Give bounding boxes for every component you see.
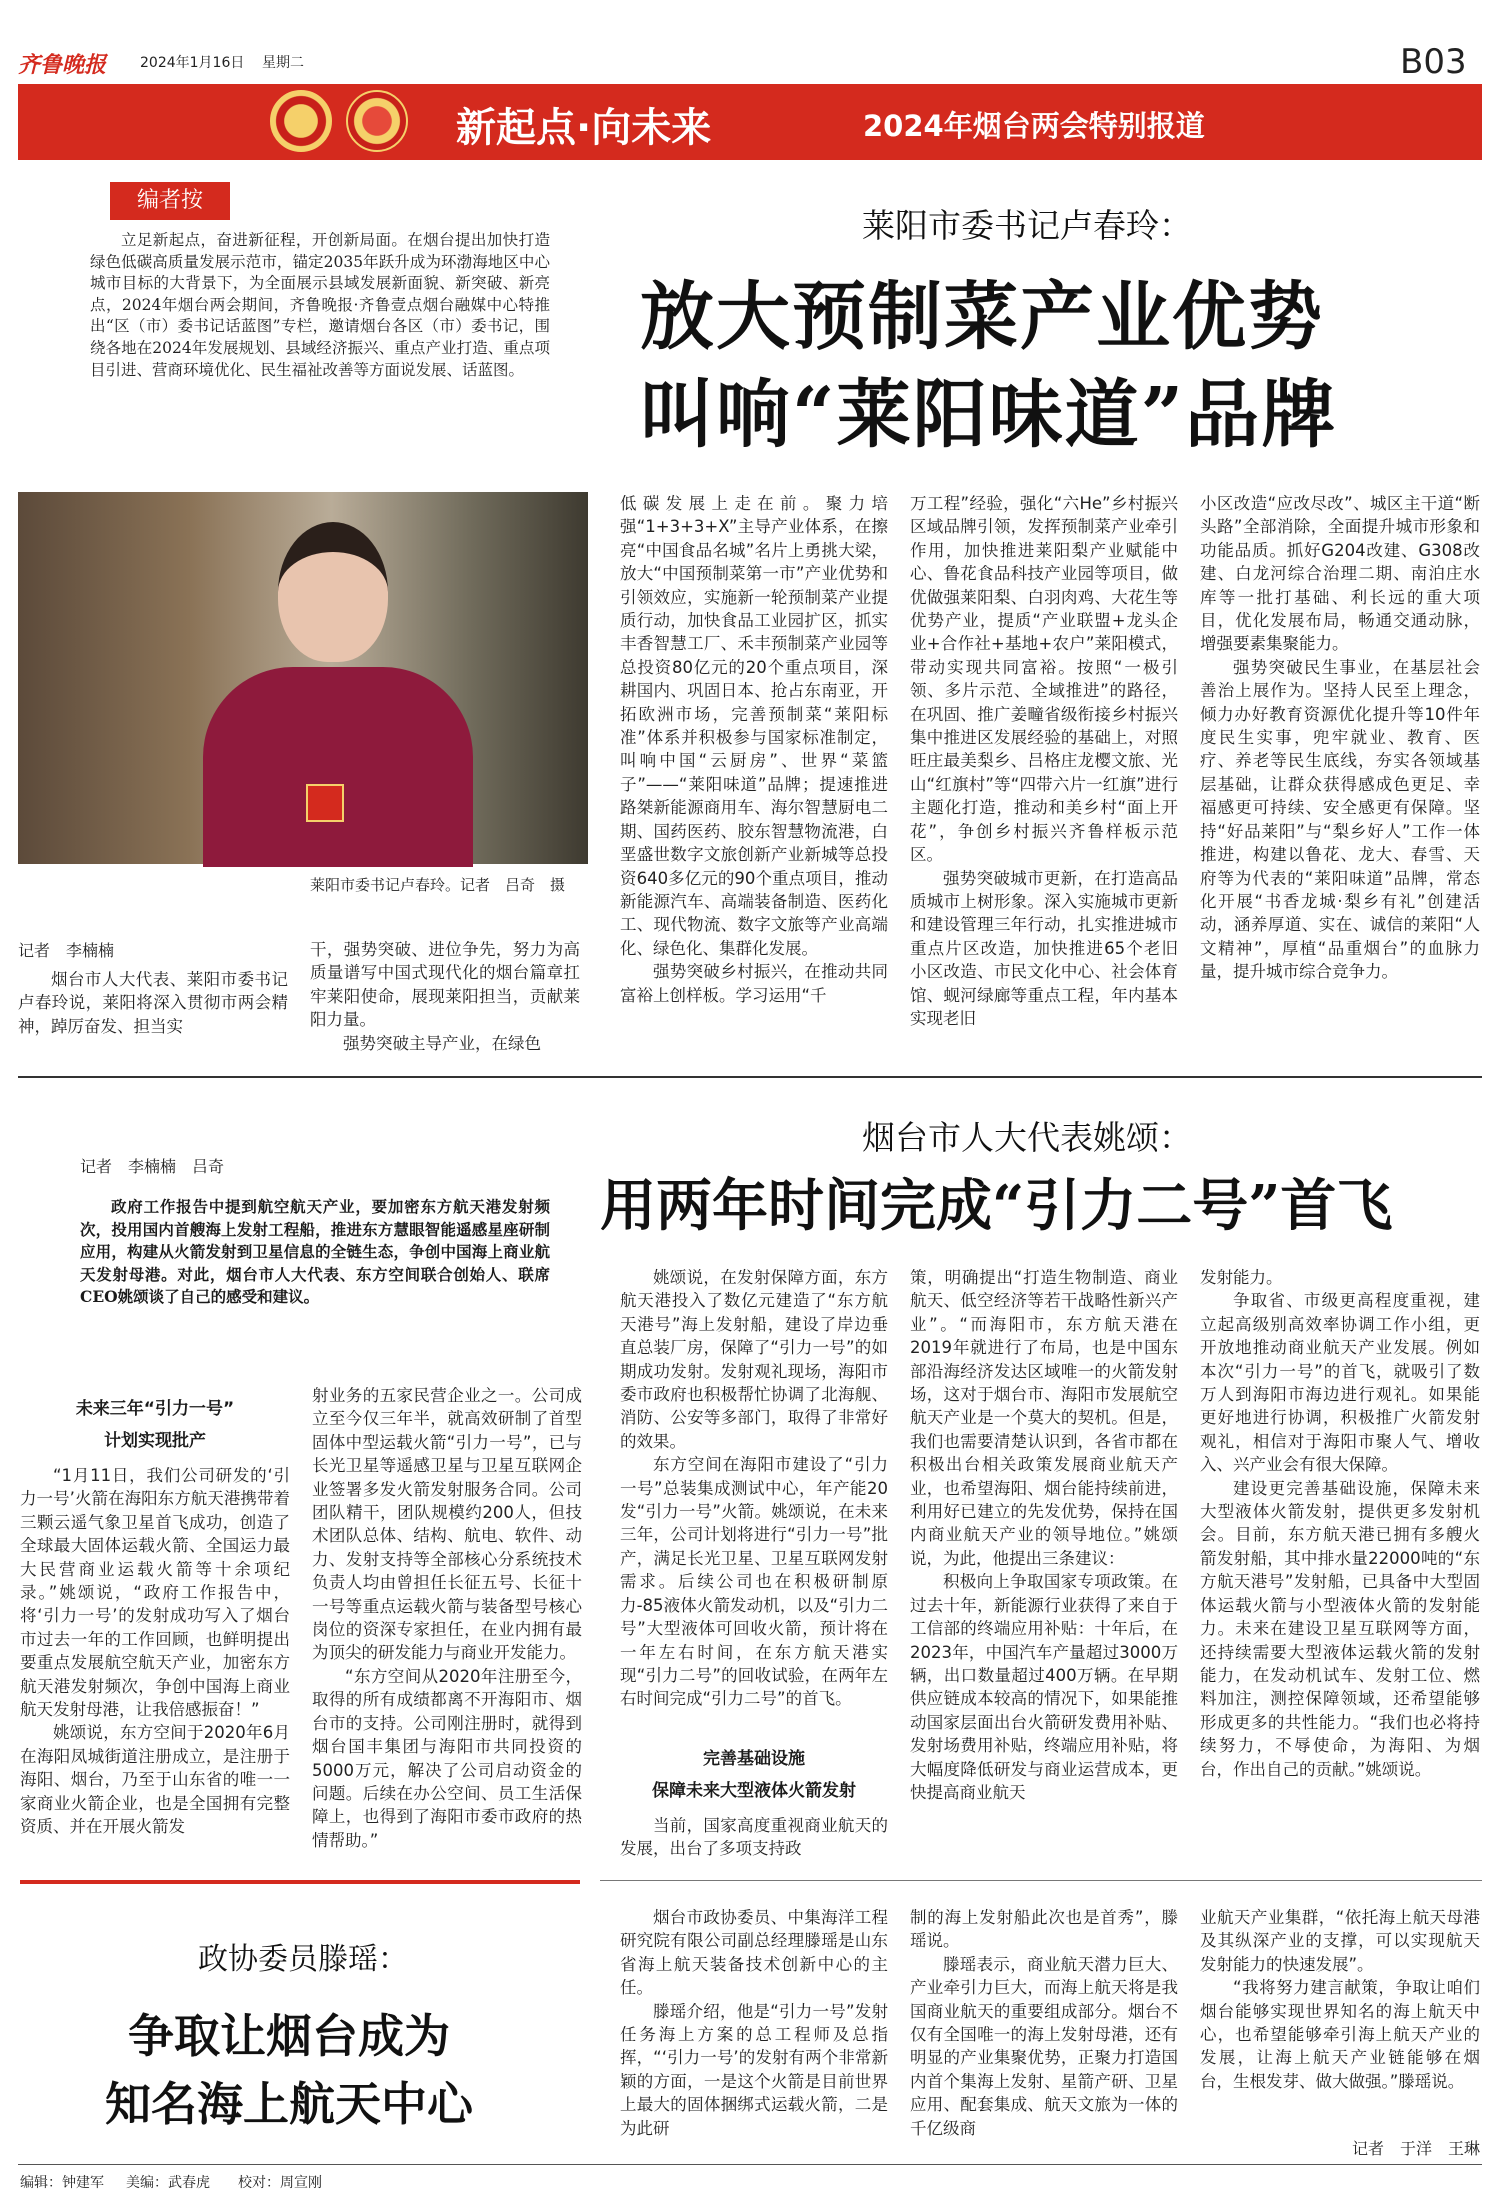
issue-weekday: 星期二 xyxy=(262,55,304,71)
paragraph: 干，强势突破、进位争先，努力为高质量谱写中国式现代化的烟台篇章扛牢莱阳使命，展现莱阳担当，贡献莱阳力量。 xyxy=(310,940,580,1030)
article1-headline-line1: 放大预制菜产业优势 xyxy=(640,274,1324,360)
page-number: B03 xyxy=(1400,42,1467,82)
article2-subhead1-line2: 计划实现批产 xyxy=(104,1431,206,1451)
paragraph: 小区改造“应改尽改”、城区主干道“断头路”全部消除，全面提升城市形象和功能品质。抓好G204改建、G308改建、白龙河综合治理二期、南泊庄水库等一批打基础、利长远的重大项目，优化发展布局，畅通交通动脉，增强要素集聚能力。 xyxy=(1200,494,1480,654)
footer-proof: 校对：周宣刚 xyxy=(238,2175,322,2191)
paragraph: “1月11日，我们公司研发的‘引力一号’火箭在海阳东方航天港携带着三颗云遥气象卫星首飞成功，创造了全球最大固体运载火箭、全国运力最大民营商业运载火箭等十余项纪录。”姚颂说，“政府工作报告中，将‘引力一号’的发射成功写入了烟台市过去一年的工作回顾，也鲜明提出要重点发展航空航天产业，加密东方航天港发射频次，争创中国海上商业航天发射母港，让我倍感振奋！” xyxy=(20,1466,290,1720)
article1-byline: 记者 李楠楠 xyxy=(18,941,115,960)
paragraph: 发射能力。 xyxy=(1200,1268,1283,1287)
article1-kicker: 莱阳市委书记卢春玲： xyxy=(862,206,1192,245)
article1-col5 xyxy=(1200,492,1480,1058)
article3-col1 xyxy=(620,1906,888,2156)
paragraph: 制的海上发射船此次也是首秀”，滕瑶说。 xyxy=(910,1908,1178,1951)
banner-subtitle: 2024年烟台两会特别报道 xyxy=(863,109,1205,143)
article2-subhead2-line2: 保障未来大型液体火箭发射 xyxy=(652,1781,856,1801)
paragraph: “我将努力建言献策，争取让咱们烟台能够实现世界知名的海上航天中心，也希望能够牵引海上航天产业的发展，让海上航天产业链能够在烟台，生根发芽、做大做强。”滕瑶说。 xyxy=(1200,1978,1480,2091)
paragraph: 姚颂说，在发射保障方面，东方航天港投入了数亿元建造了“东方航天港号”海上发射船，建设了岸边垂直总装厂房，保障了“引力一号”的如期成功发射。发射观礼现场，海阳市委市政府也积极帮忙协调了北海舰、消防、公安等多部门，取得了非常好的效果。 xyxy=(620,1268,888,1451)
article2-subhead2-line1: 完善基础设施 xyxy=(703,1749,805,1769)
paragraph: 万工程”经验，强化“六He”乡村振兴区域品牌引领，发挥预制菜产业牵引作用，加快推进莱阳梨产业赋能中心、鲁花食品科技产业园等项目，做优做强莱阳梨、白羽肉鸡、大花生等优势产业，提质“产业联盟+龙头企业+合作社+基地+农户”莱阳模式，带动实现共同富裕。按照“一极引领、多片示范、全域推进”的路径，在巩固、推广姜疃省级衔接乡村振兴集中推进区发展经验的基础上，对照旺庄最美梨乡、吕格庄龙樱文旅、光山“红旗村”等“四带六片一红旗”进行主题化打造，推动和美乡村“面上开花”，争创乡村振兴齐鲁样板示范区。 xyxy=(910,494,1178,865)
cppcc-emblem-icon xyxy=(346,90,408,152)
section-divider xyxy=(18,1076,1482,1078)
article1-col4 xyxy=(910,492,1178,1058)
paragraph: 建设更完善基础设施，保障未来大型液体火箭发射，提供更多发射机会。目前，东方航天港已拥有多艘火箭发射船，其中排水量22000吨的“东方航天港号”发射船，已具备中大型固体运载火箭与小型液体火箭的发射能力。未来在建设卫星互联网等方面，还持续需要大型液体运载火箭的发射能力，在发动机试车、发射工位、燃料加注，测控保障领域，还希望能够形成更多的共性能力。“我们也必将持续努力，不辱使命，为海阳、为烟台，作出自己的贡献。”姚颂说。 xyxy=(1200,1478,1480,1779)
article2-col3 xyxy=(620,1266,888,1728)
paragraph: 烟台市人大代表、莱阳市委书记卢春玲说，莱阳将深入贯彻市两会精神，踔厉奋发、担当实 xyxy=(18,970,288,1036)
article2-kicker: 烟台市人大代表姚颂： xyxy=(862,1118,1192,1157)
paper-logo: 齐鲁晚报 xyxy=(18,52,107,78)
paragraph: 射业务的五家民营企业之一。公司成立至今仅三年半，就高效研制了首型固体中型运载火箭“引力一号”，已与长光卫星等遥感卫星与卫星互联网企业签署多发火箭发射服务合同。公司团队精干，团队规模约200人，但技术团队总体、结构、航电、软件、动力、发射支持等全部核心分系统技术负责人均由曾担任长征五号、长征十一号等重点运载火箭与装备型号核心岗位的资深专家担任，在业内拥有最为顶尖的研发能力与商业开发能力。 xyxy=(312,1386,582,1663)
article2-col3b xyxy=(620,1814,888,1866)
article2-headline: 用两年时间完成“引力二号”首飞 xyxy=(600,1173,1393,1239)
paragraph: 姚颂说，东方空间于2020年6月在海阳凤城街道注册成立，是注册于海阳、烟台，乃至于山东省的唯一一家商业火箭企业，也是全国拥有完整资质、并在开展火箭发 xyxy=(20,1723,290,1837)
article3-headline-line2: 知名海上航天中心 xyxy=(105,2077,473,2131)
article2-lead: 政府工作报告中提到航空航天产业，要加密东方航天港发射频次，投用国内首艘海上发射工程船，推进东方慧眼智能遥感星座研制应用，构建从火箭发射到卫星信息的全链生态，争创中国海上商业航天发射母港。对此，烟台市人大代表、东方空间联合创始人、联席CEO姚颂谈了自己的感受和建议。 xyxy=(80,1197,550,1307)
editor-note-tag: 编者按 xyxy=(110,182,230,220)
article2-subhead1-line1: 未来三年“引力一号” xyxy=(75,1399,235,1419)
paragraph: 强势突破民生事业，在基层社会善治上展作为。坚持人民至上理念，倾力办好教育资源优化提升等10件年度民生实事，兜牢就业、教育、医疗、养老等民生底线，夯实各领域基层基础，让群众获得感成色更足、幸福感更可持续、安全感更有保障。坚持“好品莱阳”与“梨乡好人”工作一体推进，构建以鲁花、龙大、春雪、天府等为代表的“莱阳味道”品牌，常态化开展“书香龙城·梨乡有礼”创建活动，涵养厚道、实在、诚信的莱阳“人文精神”，厚植“品重烟台”的血脉力量，提升城市综合竞争力。 xyxy=(1200,657,1480,982)
paragraph: 东方空间在海阳市建设了“引力一号”总装集成测试中心，年产能20发“引力一号”火箭。姚颂说，在未来三年，公司计划将进行“引力一号”批产，满足长光卫星、卫星互联网发射需求。后续公司也在积极研制原力-85液体火箭发动机，以及“引力二号”大型液体可回收火箭，预计将在一年左右时间，在东方航天港实现“引力二号”的回收试验，在两年左右时间完成“引力二号”的首飞。 xyxy=(620,1455,888,1709)
article3-col3 xyxy=(1200,1906,1480,2110)
article1-col3 xyxy=(620,492,888,1058)
delegate-badge-icon xyxy=(306,784,344,822)
paragraph: 强势突破乡村振兴，在推动共同富裕上创样板。学习运用“千 xyxy=(620,962,888,1005)
banner-title: 新起点·向未来 xyxy=(456,105,712,151)
paragraph: 低碳发展上走在前。聚力培强“1+3+3+X”主导产业体系，在擦亮“中国食品名城”名片上勇挑大梁，放大“中国预制菜第一市”产业优势和引领效应，实施新一轮预制菜产业提质行动，加快食品工业园扩区，抓实丰香智慧工厂、禾丰预制菜产业园等总投资80亿元的20个重点项目，深耕国内、巩固日本、抢占东南亚，开拓欧洲市场，完善预制菜“莱阳标准”体系并积极参与国家标准制定，叫响中国“云厨房”、世界“菜篮子”——“莱阳味道”品牌；提速推进路桀新能源商用车、海尔智慧厨电二期、国药医药、胶东智慧物流港，白垩盛世数字文旅创新产业新城等总投资640多亿元的90个重点项目，推动新能源汽车、高端装备制造、医药化工、现代物流、数字文旅等产业高端化、绿色化、集群化发展。 xyxy=(620,494,888,958)
portrait-photo xyxy=(18,492,588,864)
article3-byline: 记者 于洋 王琳 xyxy=(1351,2139,1480,2158)
paragraph: 业航天产业集群，“依托海上航天母港及其纵深产业的支撑，可以实现航天发射能力的快速发展”。 xyxy=(1200,1908,1480,1974)
masthead xyxy=(0,0,1500,80)
editor-note-text: 立足新起点，奋进新征程，开创新局面。在烟台提出加快打造绿色低碳高质量发展示范市，锚定2035年跃升成为环渤海地区中心城市目标的大背景下，为全面展示县域发展新面貌、新突破、新亮点，2024年烟台两会期间，齐鲁晚报·齐鲁壹点烟台融媒中心特推出“区（市）委书记话蓝图”专栏，邀请烟台各区（市）委书记，围绕各地在2024年发展规划、县域经济振兴、重点产业打造、重点项目引进、营商环境优化、民生福祉改善等方面说发展、话蓝图。 xyxy=(90,231,550,379)
paragraph: 强势突破城市更新，在打造高品质城市上树形象。深入实施城市更新和建设管理三年行动，扎实推进城市重点片区改造，加快推进65个老旧小区改造、市民文化中心、社会体育馆、蚬河绿廊等重点工程，年内基本实现老旧 xyxy=(910,868,1178,1028)
article2-col4 xyxy=(910,1266,1178,1870)
article1-col2 xyxy=(310,938,580,1058)
paragraph: 烟台市政协委员、中集海洋工程研究院有限公司副总经理滕瑶是山东省海上航天装备技术创新中心的主任。 xyxy=(620,1908,888,1998)
footer-rule xyxy=(18,2164,1482,2165)
article3-kicker: 政协委员滕瑶： xyxy=(198,1942,408,1977)
article1-col1 xyxy=(18,968,288,1058)
article2-col2 xyxy=(312,1384,582,1850)
issue-date: 2024年1月16日 xyxy=(140,55,245,71)
article2-col5 xyxy=(1200,1266,1480,1870)
paragraph: 策，明确提出“打造生物制造、商业航天、低空经济等若干战略性新兴产业”。“而海阳市，东方航天港在2019年就进行了布局，也是中国东部沿海经济发达区域唯一的火箭发射场，这对于烟台市、海阳市发展航空航天产业是一个莫大的契机。但是，我们也需要清楚认识到，各省市都在积极出台相关政策发展商业航天产业，也希望海阳、烟台能持续前进，利用好已建立的先发优势，保持在国内商业航天产业的领导地位。”姚颂说，为此，他提出三条建议： xyxy=(910,1268,1178,1568)
article2-col1 xyxy=(20,1464,290,1837)
footer-art: 美编：武春虎 xyxy=(126,2175,210,2191)
paragraph: “东方空间从2020年注册至今，取得的所有成绩都离不开海阳市、烟台市的支持。公司刚注册时，就得到烟台国丰集团与海阳市共同投资的5000万元，解决了公司启动资金的问题。后续在办公空间、员工生活保障上，也得到了海阳市委市政府的热情帮助。” xyxy=(312,1666,582,1850)
paragraph: 滕瑶表示，商业航天潜力巨大、产业牵引力巨大，而海上航天将是我国商业航天的重要组成部分。烟台不仅有全国唯一的海上发射母港，还有明显的产业集聚优势，正聚力打造国内首个集海上发射、星箭产研、卫星应用、配套集成、航天文旅为一体的千亿级商 xyxy=(910,1954,1178,2138)
paragraph: 当前，国家高度重视商业航天的发展，出台了多项支持政 xyxy=(620,1816,888,1859)
portrait-body xyxy=(203,667,473,867)
article2-byline: 记者 李楠楠 吕奇 xyxy=(80,1157,225,1176)
national-emblem-icon xyxy=(270,90,332,152)
article3-headline-line1: 争取让烟台成为 xyxy=(128,2009,450,2063)
paragraph: 争取省、市级更高程度重视，建立起高级别高效率协调工作小组，更开放地推动商业航天产业发展。例如本次“引力一号”的首飞，就吸引了数万人到海阳市海边进行观礼。如果能更好地进行协调，积极推广火箭发射观礼，相信对于海阳市聚人气、增收入、兴产业会有很大保障。 xyxy=(1200,1291,1480,1475)
footer-editor: 编辑：钟建军 xyxy=(20,2175,104,2191)
special-report-banner xyxy=(18,84,1482,160)
section-divider-lower xyxy=(600,1880,1482,1881)
article1-headline-line2: 叫响“莱阳味道”品牌 xyxy=(640,372,1338,458)
photo-caption: 莱阳市委书记卢春玲。记者 吕奇 摄 xyxy=(310,876,566,894)
paragraph: 滕瑶介绍，他是“引力一号”发射任务海上方案的总工程师及总指挥，“‘引力一号’的发射有两个非常新颖的方面，一是这个火箭是目前世界上最大的固体捆绑式运载火箭，二是为此研 xyxy=(620,2001,888,2138)
portrait-head xyxy=(278,522,388,662)
paragraph: 强势突破主导产业，在绿色 xyxy=(343,1033,541,1053)
paragraph: 积极向上争取国家专项政策。在过去十年，新能源行业获得了来自于工信部的终端应用补贴：十年后，在2023年，中国汽车产量超过3000万辆，出口数量超过400万辆。在早期供应链成本较高的情况下，如果能推动国家层面出台火箭研发费用补贴、发射场费用补贴，终端应用补贴，将大幅度降低研发与商业运营成本，更快提高商业航天 xyxy=(910,1572,1178,1802)
article3-col2 xyxy=(910,1906,1178,2156)
